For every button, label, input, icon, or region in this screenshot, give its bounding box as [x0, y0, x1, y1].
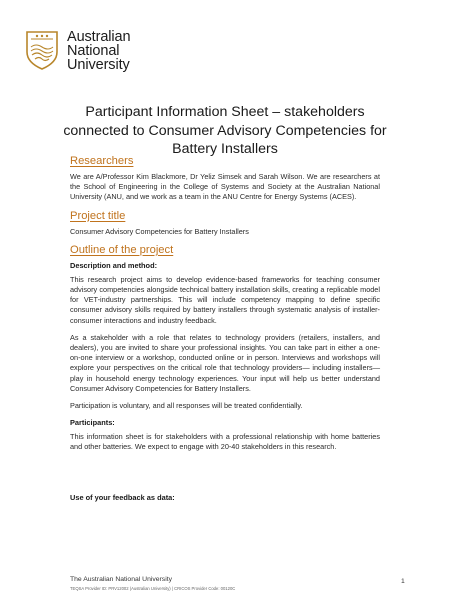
researchers-heading: Researchers [70, 155, 134, 167]
document-body [70, 155, 380, 507]
researchers-text: We are A/Professor Kim Blackmore, Dr Yeliz Simsek and Sarah Wilson. We are researchers at the School of Engineering in the College of Systems and Society at the Australian National University (ANU, and we work as a team in the ANU Centre for Energy Systems (ACES). [70, 172, 380, 202]
description-heading: Description and method: [70, 260, 158, 270]
page-footer [70, 576, 410, 591]
project-title-text: Consumer Advisory Competencies for Battery Installers [70, 226, 249, 236]
title-line-1: Participant Information Sheet – stakeholders [85, 104, 365, 120]
footer-institution: The Australian National University [70, 576, 172, 583]
title-line-3: Battery Installers [172, 141, 278, 157]
title-line-2: connected to Consumer Advisory Competencies for [63, 122, 387, 139]
document-title [60, 103, 390, 159]
logo-line-3: University [67, 57, 130, 73]
participants-paragraph: This information sheet is for stakeholders with a professional relationship with home batteries and other batteries. We expect to engage with 20-40 stakeholders in this research. [70, 432, 380, 452]
outline-heading: Outline of the project [70, 243, 174, 256]
participants-heading: Participants: [70, 418, 115, 428]
logo-line-2: National [67, 43, 120, 59]
section-spacer [70, 460, 380, 493]
anu-crest-icon [25, 30, 59, 70]
feedback-heading: Use of your feedback as data: [70, 492, 175, 502]
description-paragraph-1: This research project aims to develop evidence-based frameworks for teaching consumer advisory competencies alongside technical battery installation skills, creating a replicable model for VET-industry partnerships. This will include competency mapping to define specific consumer advisory skills required by battery installers through systematic analysis of installer-consumer interactions and industry feedback. [70, 274, 380, 325]
description-paragraph-3: Participation is voluntary, and all responses will be treated confidentially. [70, 401, 303, 411]
page-number: 1 [401, 578, 405, 585]
footer-provider-info: TEQSA Provider ID: PRV12002 (Australian University) | CRICOS Provider Code: 00120C [70, 586, 236, 591]
logo-wordmark [67, 30, 130, 72]
project-title-heading: Project title [70, 209, 126, 222]
anu-logo [25, 30, 135, 74]
logo-line-1: Australian [67, 29, 131, 45]
description-paragraph-2: As a stakeholder with a role that relates to technology providers (retailers, installers, and dealers), you are invited to share your professional insights. You can take part in either a one-on-one interview or a workshop, conducted online or in person. Interviews and workshops will explore your perspectives on the critical role that technology providers— including installers—play in household energy technology experiences. Your input will help us better understand Consumer Advisory Competencies for Battery Installers. [70, 332, 380, 393]
